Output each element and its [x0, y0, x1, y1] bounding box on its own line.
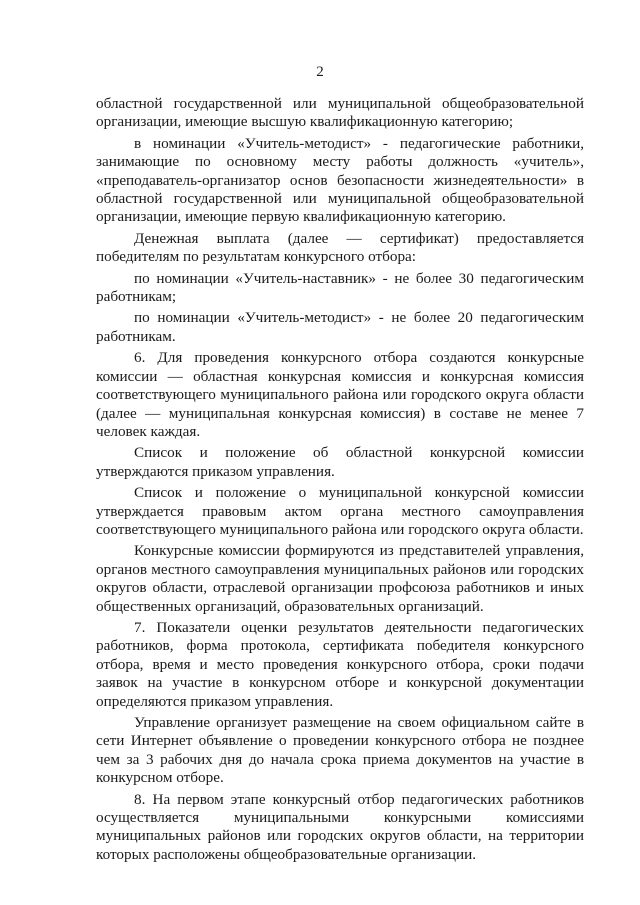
paragraph-item-7: 7. Показатели оценки результатов деятельности педагогических работников, форма протокола, сертификата победителя конкурсного отбора, время и место проведения конкурсного отбора, сроки подачи заявок на участие в конкурсном отборе и конкурсной документации определяются приказом управления. [96, 618, 584, 710]
paragraph-nomination-mentor-limit: по номинации «Учитель-наставник» - не более 30 педагогическим работникам; [96, 269, 584, 306]
paragraph-announcement: Управление организует размещение на своем официальном сайте в сети Интернет объявление о проведении конкурсного отбора не позднее чем за 3 рабочих дня до начала срока приема документов на участие в конкурсном отборе. [96, 714, 584, 787]
paragraph-municipal-commission: Список и положение о муниципальной конкурсной комиссии утверждается правовым актом органа местного самоуправления соответствующего муниципального района или городского округа области. [96, 484, 584, 538]
paragraph-cash-payment: Денежная выплата (далее — сертификат) предоставляется победителям по результатам конкурсного отбора: [96, 229, 584, 266]
paragraph-item-6: 6. Для проведения конкурсного отбора создаются конкурсные комиссии — областная конкурсная комиссия и конкурсная комиссия соответствующего муниципального района или городского округа области (далее — муниципальная конкурсная комиссия) в составе не менее 7 человек каждая. [96, 349, 584, 440]
document-body [96, 95, 584, 867]
paragraph-commission-formation: Конкурсные комиссии формируются из представителей управления, органов местного самоуправления муниципальных районов или городских округов области, отраслевой организации профсоюза работников и иных общественных организаций, образовательных организаций. [96, 542, 584, 615]
page-number: 2 [316, 64, 324, 80]
paragraph-nomination-methodist: в номинации «Учитель-методист» - педагогические работники, занимающие по основному месту работы должность «учитель», «преподаватель-организатор основ безопасности жизнедеятельности» в областной государственной или муниципальной общеобразовательной организации, имеющие первую квалификационную категорию. [96, 134, 584, 226]
paragraph-regional-commission: Список и положение об областной конкурсной комиссии утверждаются приказом управления. [96, 444, 584, 480]
paragraph-item-8: 8. На первом этапе конкурсный отбор педагогических работников осуществляется муниципальными конкурсными комиссиями муниципальных районов или городских округов области, на территории которых расположены общеобразовательные организации. [96, 790, 584, 863]
paragraph-continuation: областной государственной или муниципальной общеобразовательной организации, имеющие высшую квалификационную категорию; [96, 95, 584, 131]
paragraph-nomination-methodist-limit: по номинации «Учитель-методист» - не более 20 педагогическим работникам. [96, 309, 584, 345]
